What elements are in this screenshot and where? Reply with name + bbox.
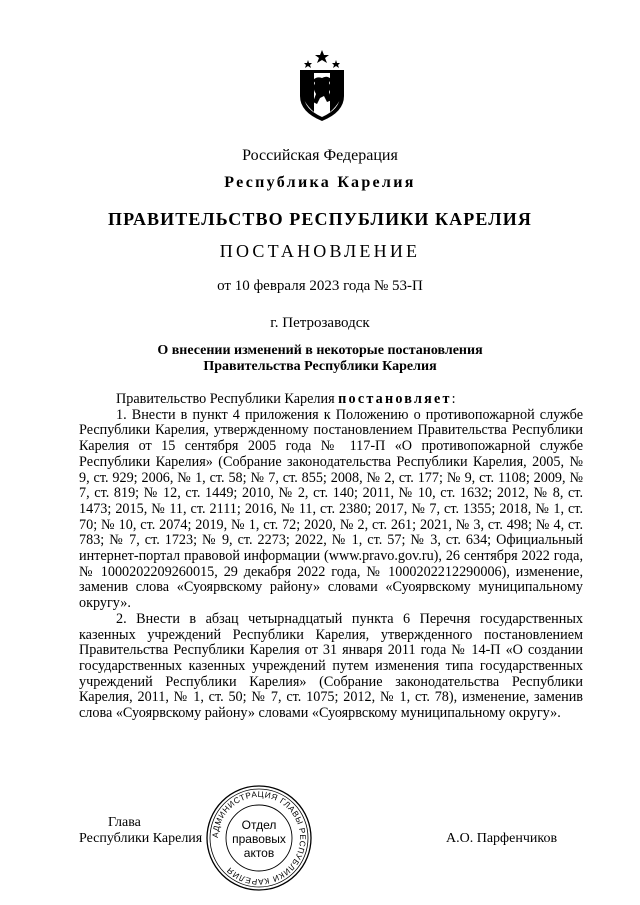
document-date-number: от 10 февраля 2023 года № 53-П <box>217 278 423 294</box>
document-subject <box>0 343 640 375</box>
document-city: г. Петрозаводск <box>270 315 370 331</box>
stamp-line-2: правовых <box>232 832 286 846</box>
signature-organization: Республики Карелия <box>79 831 203 846</box>
signatory-name: А.О. Парфенчиков <box>446 831 558 846</box>
intro-decree-word: постановляет <box>338 391 452 407</box>
stamp-ring-text: АДМИНИСТРАЦИЯ ГЛАВЫ РЕСПУБЛИКИ КАРЕЛИЯ <box>210 789 308 887</box>
official-stamp <box>204 783 314 893</box>
stamp-line-1: Отдел <box>241 818 277 832</box>
subject-line-2: Правительства Республики Карелия <box>203 359 437 374</box>
intro-paragraph <box>79 392 583 408</box>
government-title: ПРАВИТЕЛЬСТВО РЕСПУБЛИКИ КАРЕЛИЯ <box>108 209 532 229</box>
intro-prefix: Правительство Республики Карелия <box>116 391 339 407</box>
paragraph-1: 1. Внести в пункт 4 приложения к Положению о противопожарной службе Республики Карелия, утвержденному постановлением Правительства Республики Карелия от 15 сентября 2005 года № 117-П «О противопожарной службе Республики Карелия» (Собрание законодательства Республики Карелия, 2005, № 9, ст. 929; 2006, № 1, ст. 58; № 7, ст. 855; 2008, № 2, ст. 177; № 9, ст. 1108; 2009, № 7, ст. 819; № 12, ст. 1449; 2010, № 2, ст. 140; 2011, № 10, ст. 1632; 2012, № 8, ст. 1473; 2015, № 11, ст. 2111; 2016, № 11, ст. 2380; 2017, № 7, ст. 1355; 2018, № 1, ст. 70; № 10, ст. 2074; 2019, № 1, ст. 72; 2020, № 2, ст. 261; 2021, № 3, ст. 498; № 4, ст. 783; № 7, ст. 1723; № 9, ст. 2273; 2022, № 1, ст. 57; № 3, ст. 634; Официальный интернет-портал правовой информации (www.pravo.gov.ru), 26 сентября 2022 года, № 1000202209260015, 29 декабря 2022 года, № 1000202212290006), изменение, заменив слова «Суоярвскому району» словами «Суоярвскому муниципальному округу». <box>79 406 583 612</box>
subject-line-1: О внесении изменений в некоторые постановления <box>157 343 483 358</box>
document-type: ПОСТАНОВЛЕНИЕ <box>219 241 421 261</box>
document-body <box>79 392 583 722</box>
republic-name: Республика Карелия <box>224 174 416 191</box>
stamp-line-3: актов <box>243 846 275 860</box>
paragraph-2: 2. Внести в абзац четырнадцатый пункта 6 Перечня государственных казенных учреждений Республики Карелия, утвержденного постановлением Правительства Республики Карелия от 31 января 2011 года № 14-П «О создании государственных казенных учреждений путем изменения типа государственных учреждений Республики Карелия» (Собрание законодательства Республики Карелия, 2011, № 1, ст. 50; № 7, ст. 1075; 2012, № 1, ст. 78), изменение, заменив слова «Суоярвскому району» словами «Суоярвскому муниципальному округу». <box>79 610 583 722</box>
intro-suffix: : <box>451 391 456 407</box>
karelia-coat-of-arms-icon <box>296 50 348 122</box>
signature-title: Глава <box>108 815 141 830</box>
country-name: Российская Федерация <box>242 147 398 164</box>
